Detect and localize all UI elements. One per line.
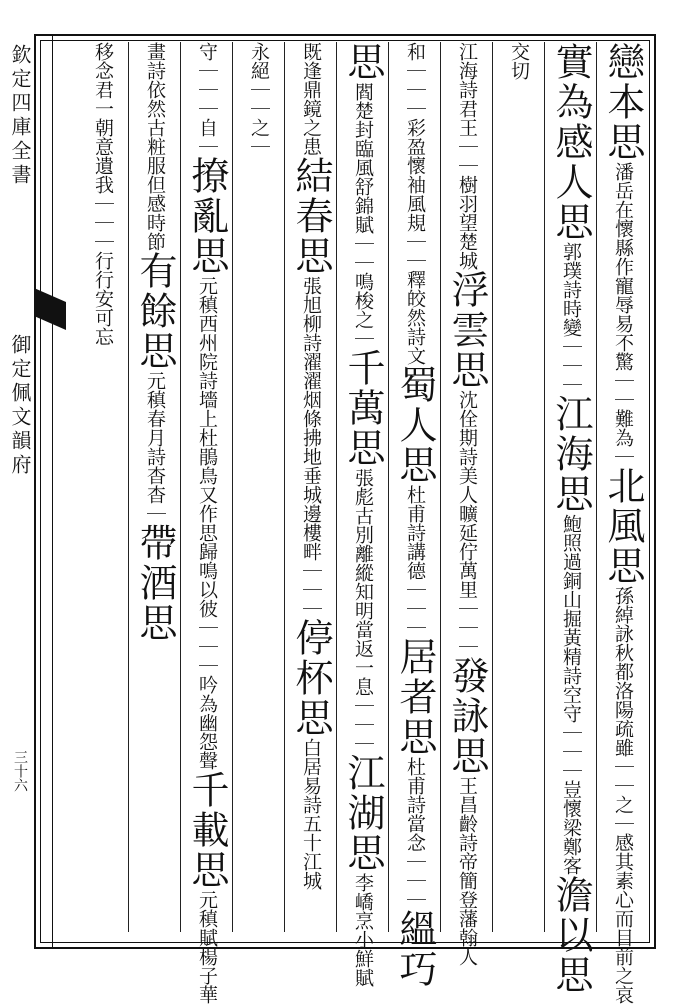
annotation: 釋皎然詩文 xyxy=(404,270,426,365)
headword: 北風思 xyxy=(601,466,645,586)
headword: 戀本思 xyxy=(601,42,645,162)
annotation: 沈佺期詩美人曠延佇萬里｜｜｜ xyxy=(456,390,478,656)
annotation: 王昌齡詩帝簡登藩翰人 xyxy=(456,776,478,966)
annotation: 孫綽詠秋都洛陽疏雖｜｜之｜感其素心而目前之哀 xyxy=(612,586,634,1004)
headword: 思 xyxy=(341,42,385,82)
headword: 千載思 xyxy=(185,770,229,890)
headword: 江湖思 xyxy=(341,753,385,873)
text-column xyxy=(132,42,178,932)
headword: 蜀人思 xyxy=(393,365,437,485)
headword: 發詠思 xyxy=(445,656,489,776)
headword: 澹以思 xyxy=(549,875,593,995)
column-rule xyxy=(336,42,337,932)
text-column xyxy=(392,42,438,989)
annotation: 郭璞詩時變｜｜｜ xyxy=(560,242,582,394)
annotation: 和｜｜｜彩盈懷袖風規｜｜ xyxy=(404,42,426,270)
headword: 縕巧 xyxy=(393,909,437,989)
annotation: 元稹賦楊子華 xyxy=(196,890,218,1004)
annotation: 既逢鼎鏡之患 xyxy=(300,42,322,156)
headword: 居者思 xyxy=(393,637,437,757)
text-column xyxy=(496,42,542,932)
annotation: 移念君一朝意遺我｜｜｜行行安可忘 xyxy=(92,42,114,346)
spine-library-title: 欽定四庫全書 xyxy=(8,44,32,188)
annotation: 潘岳在懷縣作寵辱易不驚｜｜難為｜ xyxy=(612,162,634,466)
text-column xyxy=(600,42,646,1004)
column-rule xyxy=(596,42,597,932)
annotation: 張彪古別離縱知明當返一息｜｜｜ xyxy=(352,468,374,753)
annotation: 永絕｜｜之｜ xyxy=(248,42,270,156)
text-column xyxy=(80,42,126,932)
annotation: 元稹西州院詩墻上杜鵑鳥又作思歸鳴以彼｜｜｜吟為幽怨聲 xyxy=(196,276,218,770)
annotation: 畫詩依然古粧服但感時節 xyxy=(144,42,166,251)
headword: 感人思 xyxy=(549,122,593,242)
text-column xyxy=(340,42,386,987)
spine-book-title: 御定佩文韻府 xyxy=(8,334,32,478)
column-rule xyxy=(388,42,389,932)
fishtail-mark xyxy=(34,288,66,330)
headword: 實為 xyxy=(549,42,593,122)
gutter-rule xyxy=(52,36,53,948)
column-rule xyxy=(440,42,441,932)
headword: 帶酒思 xyxy=(133,523,177,643)
headword: 停杯思 xyxy=(289,618,333,738)
headword: 浮雲思 xyxy=(445,270,489,390)
text-column xyxy=(236,42,282,932)
annotation: 白居易詩五十江城 xyxy=(300,738,322,890)
annotation: 交切 xyxy=(508,42,530,80)
text-column xyxy=(548,42,594,995)
text-column xyxy=(444,42,490,966)
annotation: 李嶠烹小鮮賦 xyxy=(352,873,374,987)
annotation: 張旭柳詩濯濯烟條拂地垂城邊樓畔｜｜｜ xyxy=(300,276,322,618)
column-rule xyxy=(284,42,285,932)
headword: 有餘思 xyxy=(133,251,177,371)
page-number: 三十六 xyxy=(12,750,28,792)
column-rule xyxy=(544,42,545,932)
annotation: 元稹春月詩杳杳｜ xyxy=(144,371,166,523)
annotation: 杜甫詩當念｜｜｜ xyxy=(404,757,426,909)
headword: 結春思 xyxy=(289,156,333,276)
column-rule xyxy=(232,42,233,932)
annotation: 守｜｜｜自｜ xyxy=(196,42,218,156)
annotation: 杜甫詩講德｜｜｜ xyxy=(404,485,426,637)
annotation: 鮑照過銅山掘黃精詩空守｜｜｜豈懷梁鄭客 xyxy=(560,514,582,875)
headword: 撩亂思 xyxy=(185,156,229,276)
annotation: 閻楚封臨風舒錦賦｜｜鳴梭之｜ xyxy=(352,82,374,348)
annotation: 江海詩君王｜｜樹羽望楚城 xyxy=(456,42,478,270)
headword: 江海思 xyxy=(549,394,593,514)
column-rule xyxy=(492,42,493,932)
text-column xyxy=(288,42,334,932)
column-rule xyxy=(128,42,129,932)
text-column xyxy=(184,42,230,1004)
headword: 千萬思 xyxy=(341,348,385,468)
column-rule xyxy=(180,42,181,932)
